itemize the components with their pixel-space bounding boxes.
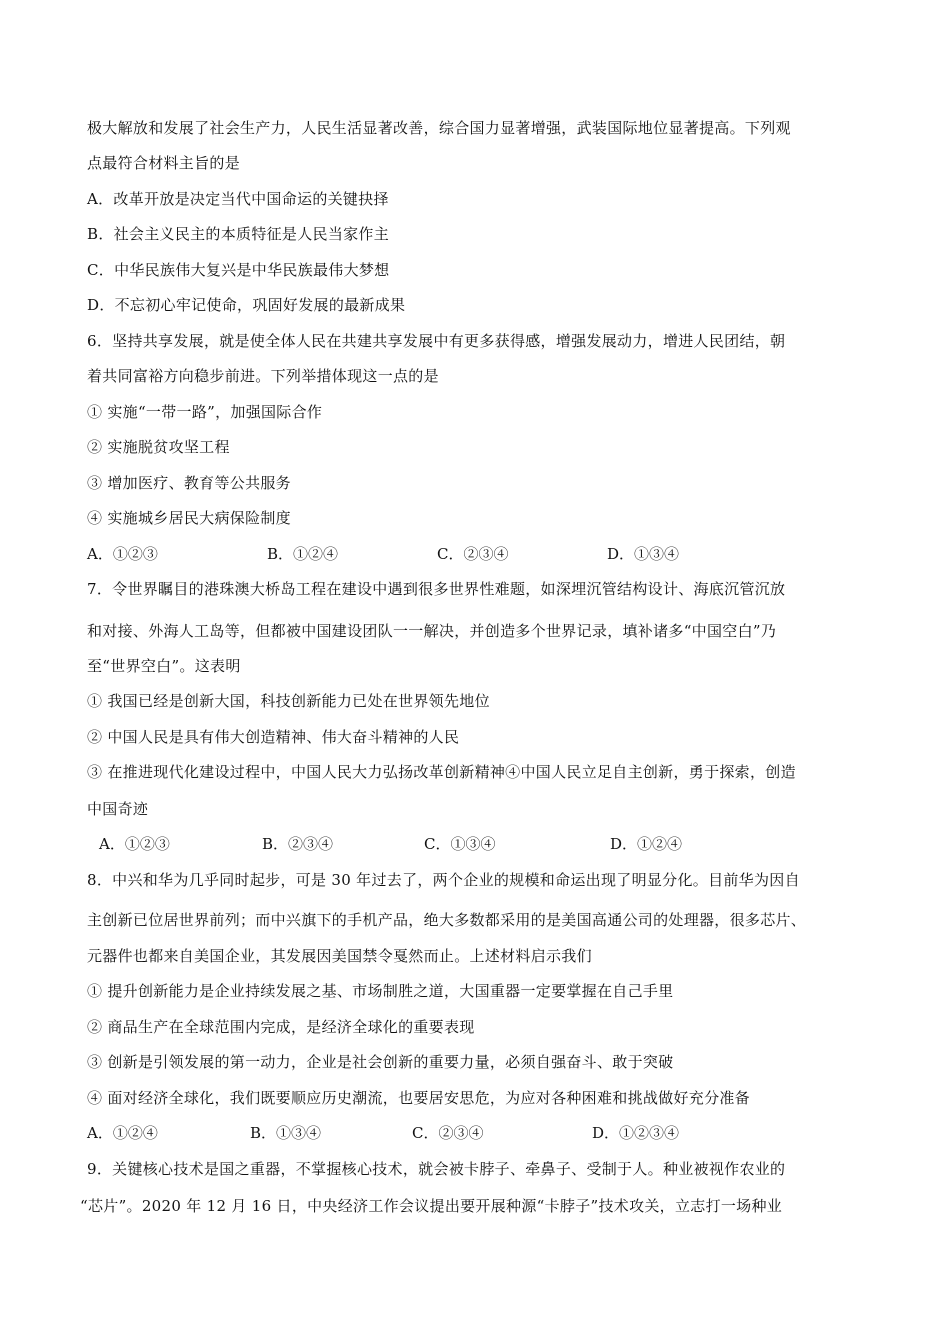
- q5-option-b: B．社会主义民主的本质特征是人民当家作主: [87, 225, 390, 243]
- q9-stem-line-2: “芯片”。2020 年 12 月 16 日，中央经济工作会议提出要开展种源“卡脖子”技术攻关，立志打一场种业: [80, 1197, 783, 1215]
- q6-option-a: A．①②③: [87, 545, 158, 563]
- q5-option-d: D．不忘初心牢记使命，巩固好发展的最新成果: [87, 296, 406, 314]
- q6-option-c: C．②③④: [437, 545, 509, 563]
- q9-stem-line-1: 9．关键核心技术是国之重器，不掌握核心技术，就会被卡脖子、牵鼻子、受制于人。种业被视作农业的: [87, 1160, 786, 1178]
- q7-option-a: A．①②③: [99, 835, 170, 853]
- q8-option-c: C．②③④: [412, 1124, 484, 1142]
- q5-stem-line-2: 点最符合材料主旨的是: [87, 154, 241, 172]
- q5-option-c: C．中华民族伟大复兴是中华民族最伟大梦想: [87, 261, 390, 279]
- q8-item-1: ① 提升创新能力是企业持续发展之基、市场制胜之道，大国重器一定要掌握在自己手里: [87, 982, 674, 1000]
- q7-option-d: D．①②④: [610, 835, 683, 853]
- q6-item-4: ④ 实施城乡居民大病保险制度: [87, 509, 291, 527]
- q7-item-3: ③ 在推进现代化建设过程中，中国人民大力弘扬改革创新精神④中国人民立足自主创新，勇于探索，创造: [87, 763, 796, 781]
- q7-item-3-cont: 中国奇迹: [87, 800, 149, 818]
- q8-item-4: ④ 面对经济全球化，我们既要顺应历史潮流，也要居安思危，为应对各种困难和挑战做好充分准备: [87, 1089, 750, 1107]
- q7-stem-line-3: 至“世界空白”。这表明: [87, 657, 241, 675]
- q5-option-a: A．改革开放是决定当代中国命运的关键抉择: [87, 190, 389, 208]
- q7-stem-line-2: 和对接、外海人工岛等，但都被中国建设团队一一解决，并创造多个世界记录，填补诸多“中国空白”乃: [87, 622, 777, 640]
- q7-option-c: C．①③④: [424, 835, 496, 853]
- q6-item-2: ② 实施脱贫攻坚工程: [87, 438, 230, 456]
- q6-stem-line-2: 着共同富裕方向稳步前进。下列举措体现这一点的是: [87, 367, 439, 385]
- q8-stem-line-1: 8．中兴和华为几乎同时起步，可是 30 年过去了，两个企业的规模和命运出现了明显分化。目前华为因自: [87, 871, 800, 889]
- q7-option-b: B．②③④: [262, 835, 334, 853]
- q6-option-d: D．①③④: [607, 545, 680, 563]
- q6-item-1: ① 实施“一带一路”，加强国际合作: [87, 403, 323, 421]
- q6-option-b: B．①②④: [267, 545, 339, 563]
- q8-item-3: ③ 创新是引领发展的第一动力，企业是社会创新的重要力量，必须自强奋斗、敢于突破: [87, 1053, 674, 1071]
- q7-stem-line-1: 7．令世界瞩目的港珠澳大桥岛工程在建设中遇到很多世界性难题，如深埋沉管结构设计、海底沉管沉放: [87, 580, 786, 598]
- q5-stem-line-1: 极大解放和发展了社会生产力，人民生活显著改善，综合国力显著增强，武装国际地位显著提高。下列观: [87, 119, 791, 137]
- q8-stem-line-3: 元器件也都来自美国企业，其发展因美国禁令戛然而止。上述材料启示我们: [87, 947, 592, 965]
- q8-option-d: D．①②③④: [592, 1124, 680, 1142]
- q6-stem-line-1: 6．坚持共享发展，就是使全体人民在共建共享发展中有更多获得感，增强发展动力，增进人民团结，朝: [87, 332, 786, 350]
- q6-item-3: ③ 增加医疗、教育等公共服务: [87, 474, 291, 492]
- q8-option-b: B．①③④: [250, 1124, 322, 1142]
- q8-stem-line-2: 主创新已位居世界前列；而中兴旗下的手机产品，绝大多数都采用的是美国高通公司的处理器，很多芯片、: [87, 911, 807, 929]
- q8-option-a: A．①②④: [87, 1124, 158, 1142]
- q7-item-2: ② 中国人民是具有伟大创造精神、伟大奋斗精神的人民: [87, 728, 460, 746]
- q7-item-1: ① 我国已经是创新大国，科技创新能力已处在世界领先地位: [87, 692, 490, 710]
- q8-item-2: ② 商品生产在全球范围内完成，是经济全球化的重要表现: [87, 1018, 475, 1036]
